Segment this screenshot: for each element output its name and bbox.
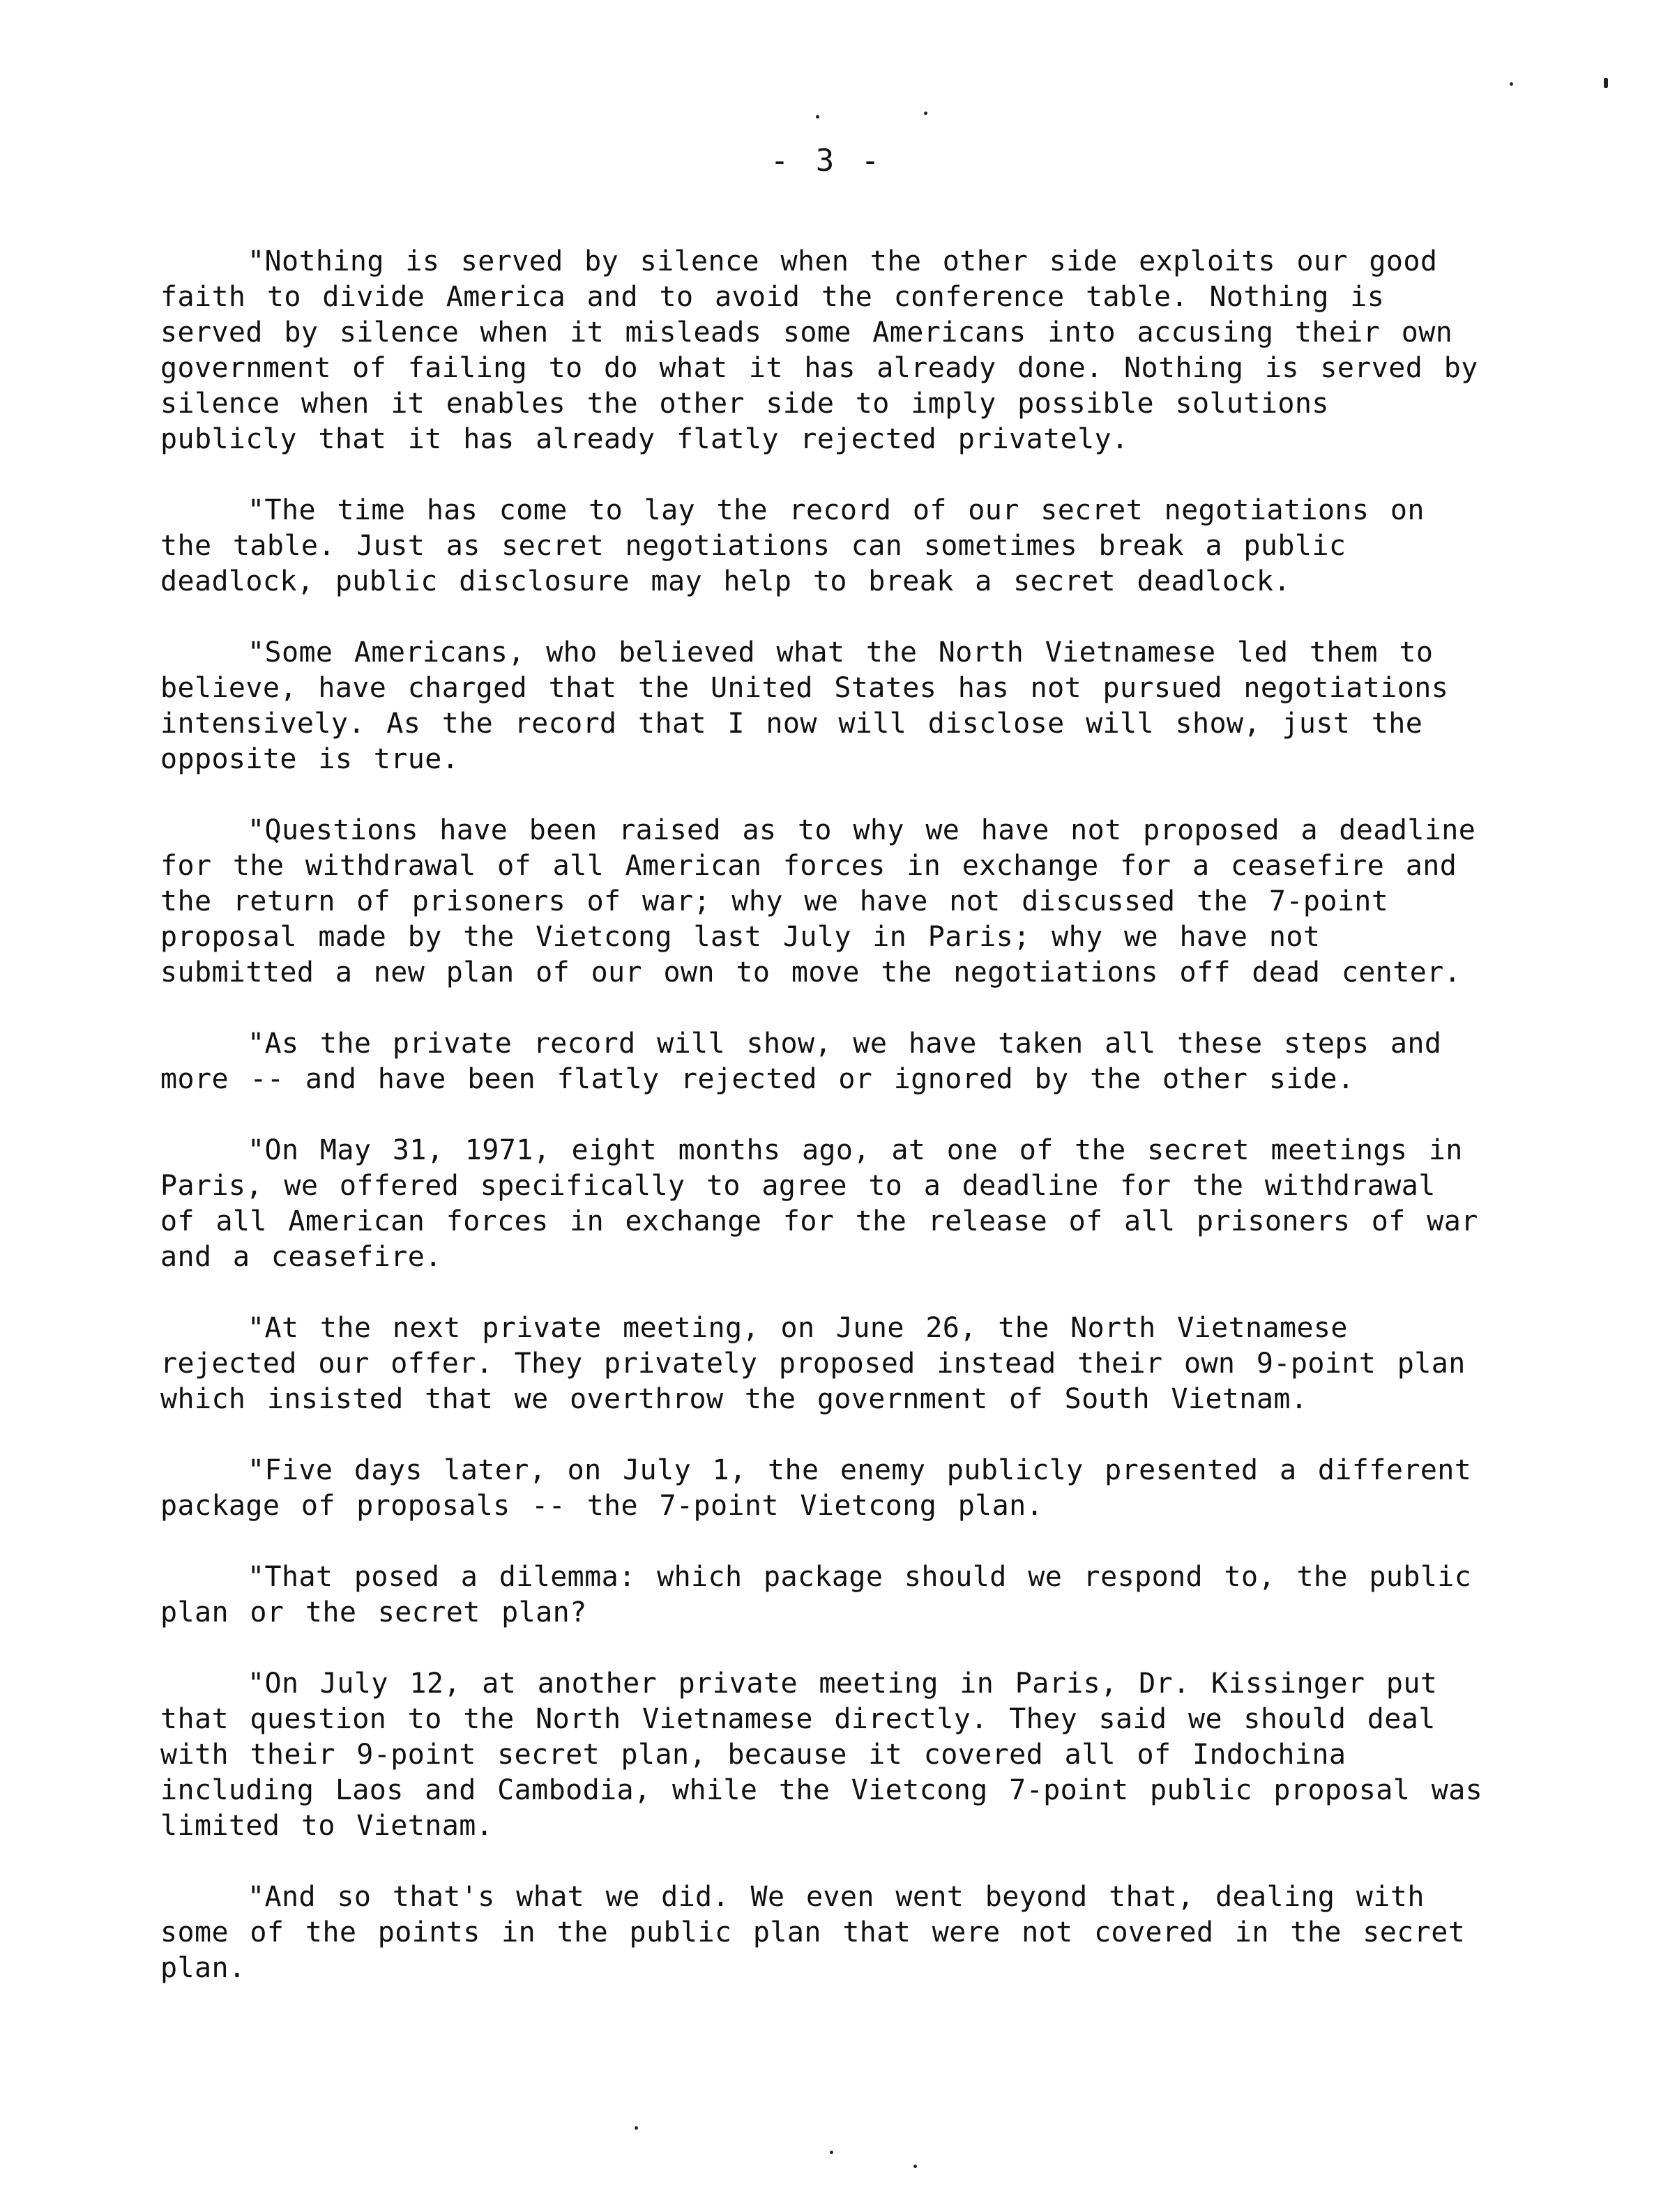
paragraph-11: "And so that's what we did. We even went beyond that, dealing with some of the points in the public plan that were not covered in the secret plan. <box>160 1881 1466 1984</box>
scan-speck <box>830 2151 833 2154</box>
scan-speck <box>635 2126 638 2130</box>
paragraph-2: "The time has come to lay the record of our secret negotiations on the table. Just as secret negotiations can sometimes break a public deadlock, public disclosure may help to break a secret deadlock. <box>160 494 1425 597</box>
paragraph-7: "At the next private meeting, on June 26, the North Vietnamese rejected our offer. They privately proposed instead their own 9-point plan which insisted that we overthrow the government of South Vietnam. <box>160 1312 1466 1415</box>
scan-speck <box>816 115 819 119</box>
page-number: - 3 - <box>770 143 884 178</box>
scan-speck <box>924 112 927 115</box>
scan-speck <box>1510 82 1513 86</box>
scan-speck <box>913 2165 917 2168</box>
paragraph-1: "Nothing is served by silence when the other side exploits our good faith to divide America and to avoid the conference table. Nothing is served by silence when it misleads some Americans into accusing their own government of failing to do what it has already done. Nothing is served by silence when it enables the other side to imply possible solutions publicly that it has already flatly rejected privately. <box>160 245 1478 455</box>
paragraph-6: "On May 31, 1971, eight months ago, at one of the secret meetings in Paris, we offered specifically to agree to a deadline for the withdrawal of all American forces in exchange for the release of all prisoners of war and a ceasefire. <box>160 1134 1478 1273</box>
paragraph-3: "Some Americans, who believed what the North Vietnamese led them to believe, have charged that the United States has not pursued negotiations intensively. As the record that I now will disclose will show, just the opposite is true. <box>160 636 1449 775</box>
paragraph-4: "Questions have been raised as to why we have not proposed a deadline for the withdrawal of all American forces in exchange for a ceasefire and the return of prisoners of war; why we have not discussed the 7-point proposal made by the Vietcong last July in Paris; why we have not submitted a new plan of our own to move the negotiations off dead center. <box>160 814 1476 989</box>
paragraph-10: "On July 12, at another private meeting in Paris, Dr. Kissinger put that question to the North Vietnamese directly. They said we should deal with their 9-point secret plan, because it covered all of Indochina including Laos and Cambodia, while the Vietcong 7-point public proposal was limited to Vietnam. <box>160 1668 1483 1842</box>
document-body <box>160 244 1485 2022</box>
paragraph-9: "That posed a dilemma: which package should we respond to, the public plan or the secret plan? <box>160 1561 1472 1629</box>
paragraph-5: "As the private record will show, we have taken all these steps and more -- and have been flatly rejected or ignored by the other side. <box>160 1028 1442 1095</box>
paragraph-8: "Five days later, on July 1, the enemy publicly presented a different package of proposals -- the 7-point Vietcong plan. <box>160 1454 1472 1522</box>
scan-speck <box>1604 78 1608 88</box>
